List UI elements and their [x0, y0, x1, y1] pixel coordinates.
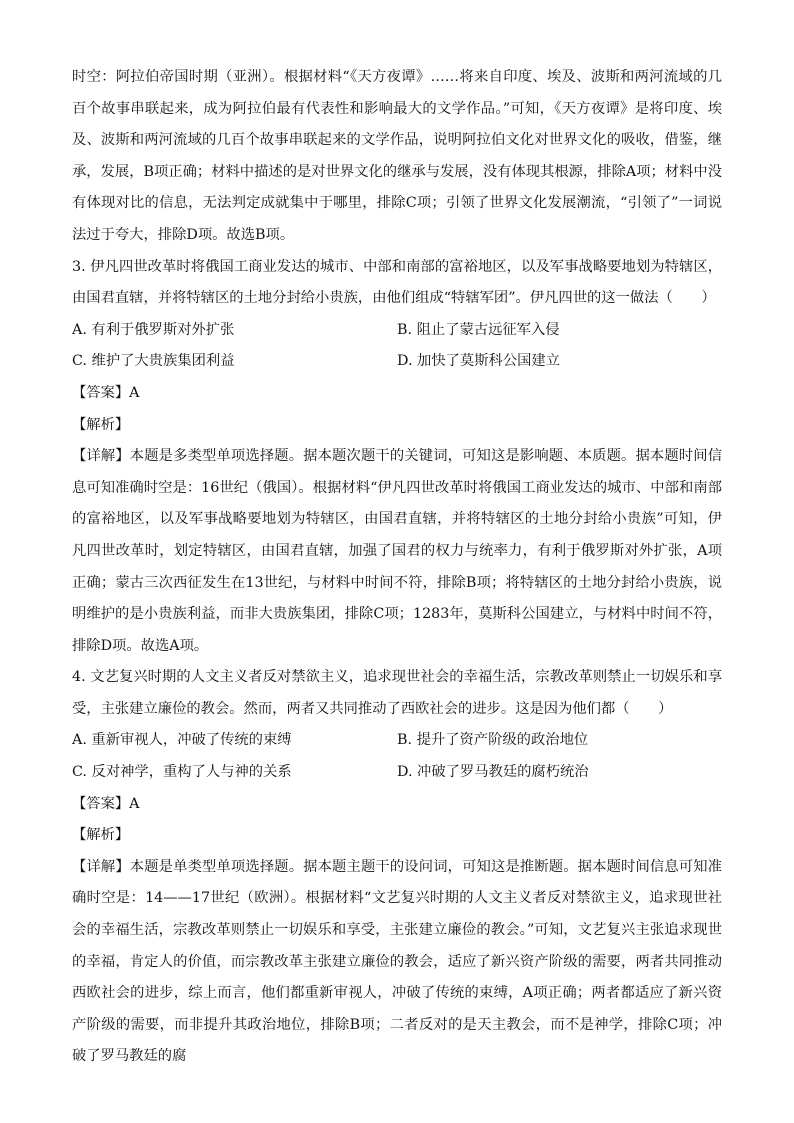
q4-option-c: C. 反对神学，重构了人与神的关系: [72, 764, 292, 781]
q3-option-c: C. 维护了大贵族集团利益: [72, 353, 235, 370]
q3-option-d: D. 加快了莫斯科公国建立: [397, 353, 561, 370]
question-3: [72, 252, 722, 663]
q3-answer: 【答案】A: [72, 384, 140, 401]
q3-detail: 【详解】本题是多类型单项选择题。据本题次题干的关键词，可知这是影响题、本质题。据本题时间信息可知准确时空是：16世纪（俄国）。根据材料“伊凡四世改革时将俄国工商业发达的城市、中部和南部的富裕地区，以及军事战略要地划为特辖区，由国君直辖，并将特辖区的土地分封给小贵族”可知，伊凡四世改革时，划定特辖区，由国君直辖，加强了国君的权力与统率力，有利于俄罗斯对外扩张，A项正确；蒙古三次西征发生在13世纪，与材料中时间不符，排除B项；将特辖区的土地分封给小贵族，说明维护的是小贵族利益，而非大贵族集团，排除C项；1283年，莫斯科公国建立，与材料中时间不符，排除D项。故选A项。: [72, 448, 722, 654]
q3-stem: 3. 伊凡四世改革时将俄国工商业发达的城市、中部和南部的富裕地区，以及军事战略要地划为特辖区，由国君直辖，并将特辖区的土地分封给小贵族，由他们组成“特辖军团”。伊凡四世的这一做法（ ）: [72, 258, 722, 307]
document-page: [72, 62, 722, 1073]
q3-options: [72, 315, 722, 378]
q4-option-a: A. 重新审视人，冲破了传统的束缚: [72, 732, 292, 749]
q4-options: [72, 725, 722, 788]
q4-stem: 4. 文艺复兴时期的人文主义者反对禁欲主义，追求现世社会的幸福生活，宗教改革则禁止一切娱乐和享受，主张建立廉俭的教会。然而，两者又共同推动了西欧社会的进步。这是因为他们都（ ）: [72, 669, 722, 717]
q3-option-a: A. 有利于俄罗斯对外扩张: [72, 321, 235, 338]
q4-detail: 【详解】本题是单类型单项选择题。据本题主题干的设问词，可知这是推断题。据本题时间信息可知准确时空是：14——17世纪（欧洲）。根据材料“文艺复兴时期的人文主义者反对禁欲主义，追求现世社会的幸福生活，宗教改革则禁止一切娱乐和享受，主张建立廉俭的教会。”可知，文艺复兴主张追求现世的幸福，肯定人的价值，而宗教改革主张建立廉俭的教会，适应了新兴资产阶级的需要，两者共同推动西欧社会的进步，综上而言，他们都重新审视人，冲破了传统的束缚，A项正确；两者都适应了新兴资产阶级的需要，而非提升其政治地位，排除B项；二者反对的是天主教会，而不是神学，排除C项；冲破了罗马教廷的腐: [72, 858, 722, 1065]
q4-option-d: D. 冲破了罗马教廷的腐朽统治: [397, 764, 589, 781]
q3-option-b: B. 阻止了蒙古远征军入侵: [397, 321, 560, 338]
q4-answer: 【答案】A: [72, 795, 140, 812]
q4-option-b: B. 提升了资产阶级的政治地位: [397, 732, 589, 749]
q3-analysis-label: 【解析】: [72, 416, 130, 433]
q4-analysis-label: 【解析】: [72, 827, 130, 844]
question-4: [72, 662, 722, 1073]
q2-analysis-continuation: 时空：阿拉伯帝国时期（亚洲）。根据材料“《天方夜谭》……将来自印度、埃及、波斯和两河流域的几百个故事串联起来，成为阿拉伯最有代表性和影响最大的文学作品。”可知，《天方夜谭》是将印度、埃及、波斯和两河流域的几百个故事串联起来的文学作品，说明阿拉伯文化对世界文化的吸收，借鉴，继承，发展，B项正确；材料中描述的是对世界文化的继承与发展，没有体现其根源，排除A项；材料中没有体现对比的信息，无法判定成就集中于哪里，排除C项；引领了世界文化发展潮流，“引领了”一词说法过于夸大，排除D项。故选B项。: [72, 69, 722, 243]
